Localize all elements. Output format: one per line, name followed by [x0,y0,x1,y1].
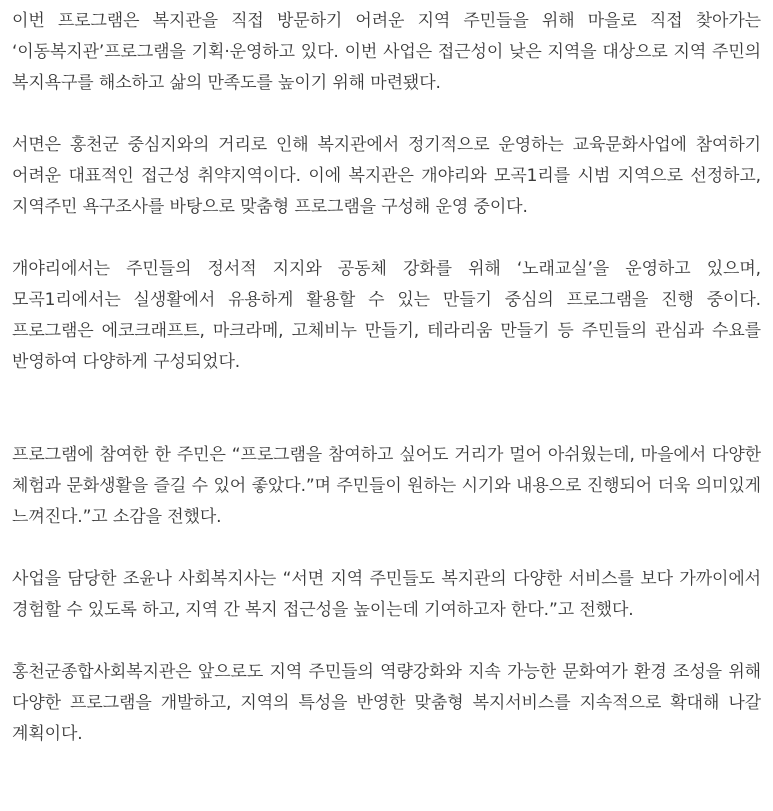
paragraph-resident-quote: 프로그램에 참여한 한 주민은 “프로그램을 참여하고 싶어도 거리가 멀어 아쉬웠는데, 마을에서 다양한 체험과 문화생활을 즐길 수 있어 좋았다.”며 주민들이 원하는 시기와 내용으로 진행되어 더욱 의미있게 느껴진다.”고 소감을 전했다. [12,445,761,527]
paragraph-mobile-welfare-intro: 이번 프로그램은 복지관을 직접 방문하기 어려운 지역 주민들을 위해 마을로 직접 찾아가는 ‘이동복지관’프로그램을 기획·운영하고 있다. 이번 사업은 접근성이 낮은 지역을 대상으로 지역 주민의 복지욕구를 해소하고 삶의 만족도를 높이기 위해 마련됐다. [12,11,761,93]
paragraph-spacer [12,223,761,254]
paragraph-spacer [12,99,761,130]
paragraph-spacer [12,533,761,564]
paragraph-seomyeon-background: 서면은 홍천군 중심지와의 거리로 인해 복지관에서 정기적으로 운영하는 교육문화사업에 참여하기 어려운 대표적인 접근성 취약지역이다. 이에 복지관은 개야리와 모곡1리를 시범 지역으로 선정하고, 지역주민 욕구조사를 바탕으로 맞춤형 프로그램을 구성해 운영 중이다. [12,135,761,217]
paragraph-program-details: 개야리에서는 주민들의 정서적 지지와 공동체 강화를 위해 ‘노래교실’을 운영하고 있으며, 모곡1리에서는 실생활에서 유용하게 활용할 수 있는 만들기 중심의 프로그램을 진행 중이다. 프로그램은 에코크래프트, 마크라메, 고체비누 만들기, 테라리움 만들기 등 주민들의 관심과 수요를 반영하여 다양하게 구성되었다. [12,259,761,372]
paragraph-social-worker-quote: 사업을 담당한 조윤나 사회복지사는 “서면 지역 주민들도 복지관의 다양한 서비스를 보다 가까이에서 경험할 수 있도록 하고, 지역 간 복지 접근성을 높이는데 기여하고자 한다.”고 전했다. [12,569,761,620]
paragraph-future-plans: 홍천군종합사회복지관은 앞으로도 지역 주민들의 역량강화와 지속 가능한 문화여가 환경 조성을 위해 다양한 프로그램을 개발하고, 지역의 특성을 반영한 맞춤형 복지서비스를 지속적으로 확대해 나갈 계획이다. [12,662,761,744]
article-body [12,6,761,750]
paragraph-spacer [12,378,761,440]
paragraph-spacer [12,626,761,657]
